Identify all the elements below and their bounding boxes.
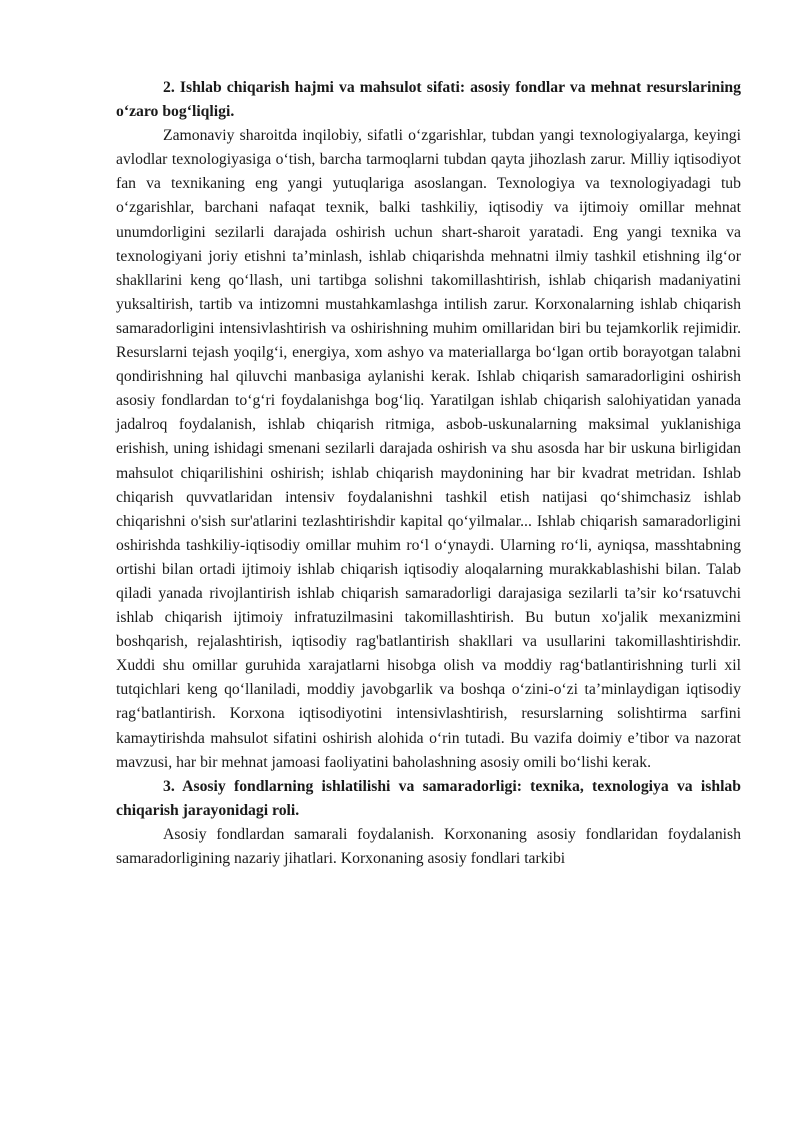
section-3-heading: 3. Asosiy fondlarning ishlatilishi va samaradorligi: texnika, texnologiya va ishlab chiqarish jarayonidagi roli. [116,777,741,819]
section-2-paragraph: Zamonaviy sharoitda inqilobiy, sifatli o‘zgarishlar, tubdan yangi texnologiyalarga, keyingi avlodlar texnologiyasiga o‘tish, barcha tarmoqlarni tubdan qayta jihozlash zarur. Milliy iqtisodiyot fan va texnikaning eng yangi yutuqlariga asoslangan. Texnologiya va texnologiyadagi tub o‘zgarishlar, barchani nafaqat texnik, balki tashkiliy, iqtisodiy va ijtimoiy omillar mehnat unumdorligini sezilarli darajada oshirish uchun shart-sharoit yaratadi. Eng yangi texnika va texnologiyani joriy etishni ta’minlash, ishlab chiqarishda mehnatni ilmiy tashkil etishning ilg‘or shakllarini keng qo‘llash, uni tartibga solishni takomillashtirish, ishlab chiqarish madaniyatini yuksaltirish, tartib va intizomni mustahkamlashga intilish zarur. Korxonalarning ishlab chiqarish samaradorligini intensivlashtirish va oshirishning muhim omillaridan biri bu tejamkorlik rejimidir. Resurslarni tejash yoqilg‘i, energiya, xom ashyo va materiallarga bo‘lgan ortib borayotgan talabni qondirishning hal qiluvchi manbasiga aylanishi kerak. Ishlab chiqarish samaradorligini oshirish asosiy fondlardan to‘g‘ri foydalanishga bog‘liq. Yaratilgan ishlab chiqarish salohiyatidan yanada jadalroq foydalanish, ishlab chiqarish ritmiga, asbob-uskunalarning maksimal yuklanishiga erishish, uning ishidagi smenani sezilarli darajada oshirish va shu asosda har bir uskuna birligidan mahsulot chiqarilishini oshirish; ishlab chiqarish maydonining har bir kvadrat metridan. Ishlab chiqarish quvvatlaridan intensiv foydalanishni tashkil etish natijasi qo‘shimchasiz ishlab chiqarishni o'sish sur'atlarini tezlashtirishdir kapital qo‘yilmalar... Ishlab chiqarish samaradorligini oshirishda tashkiliy-iqtisodiy omillar muhim ro‘l o‘ynaydi. Ularning ro‘li, ayniqsa, masshtabning ortishi bilan ortadi ijtimoiy ishlab chiqarish iqtisodiy aloqalarning murakkablashishi bilan. Talab qiladi yanada rivojlantirish ishlab chiqarish samaradorligi darajasiga sezilarli ta’sir ko‘rsatuvchi ishlab chiqarish ijtimoiy infratuzilmasini takomillashtirish. Bu butun xo'jalik mexanizmini boshqarish, rejalashtirish, iqtisodiy rag'batlantirish shakllari va usullarini takomillashtirishdir. Xuddi shu omillar guruhida xarajatlarni hisobga olish va moddiy rag‘batlantirishning turli xil tutqichlari keng qo‘llaniladi, moddiy javobgarlik va boshqa o‘zini-o‘zi ta’minlaydigan iqtisodiy rag‘batlantirish. Korxona iqtisodiyotini intensivlashtirish, resurslarning solishtirma sarfini kamaytirishda mahsulot sifatini oshirish alohida o‘rin tutadi. Bu vazifa doimiy e’tibor va nazorat mavzusi, har bir mehnat jamoasi faoliyatini baholashning asosiy omili bo‘lishi kerak. [116,127,741,771]
section-2-heading: 2. Ishlab chiqarish hajmi va mahsulot sifati: asosiy fondlar va mehnat resurslarining o‘zaro bog‘liqligi. [116,79,741,121]
document-page [116,76,741,871]
section-3-paragraph: Asosiy fondlardan samarali foydalanish. Korxonaning asosiy fondlaridan foydalanish samaradorligining nazariy jihatlari. Korxonaning asosiy fondlari tarkibi [116,825,741,867]
